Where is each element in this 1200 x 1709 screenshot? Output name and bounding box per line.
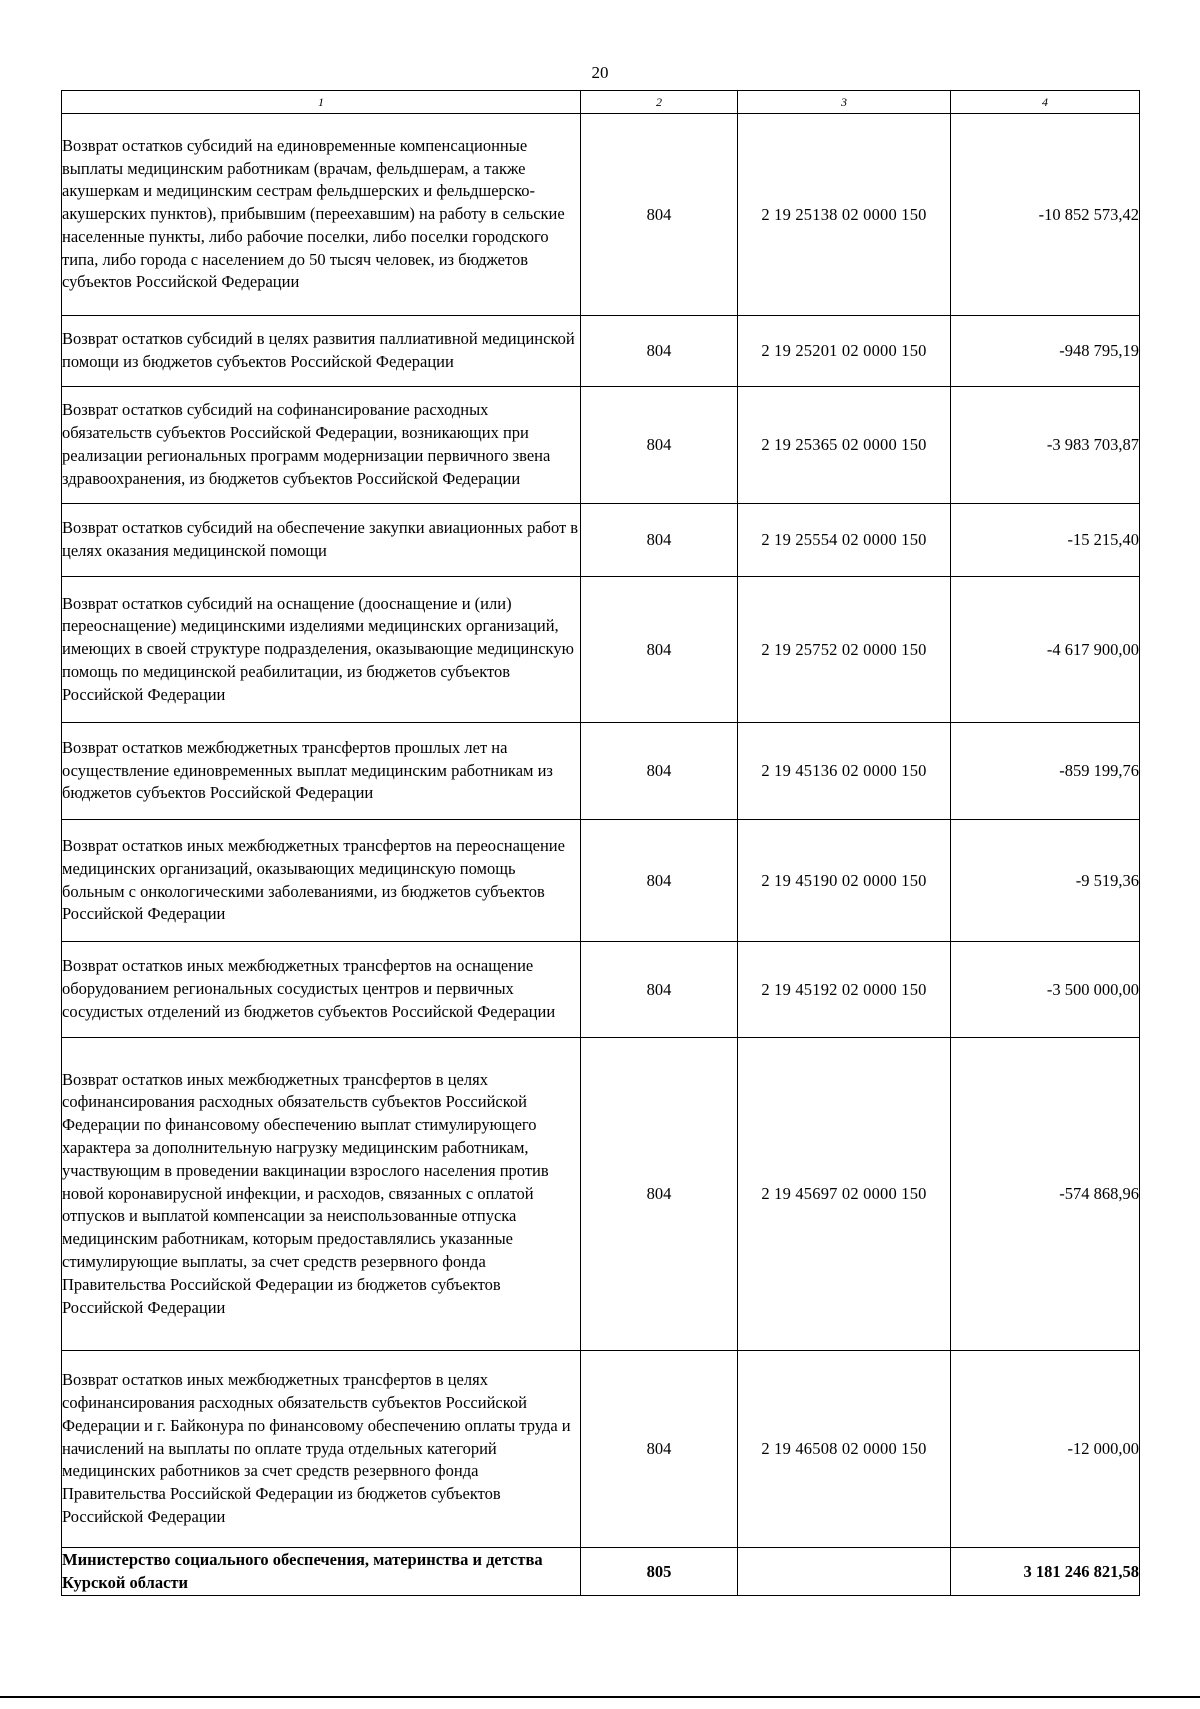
table-row	[62, 577, 1140, 723]
row-budget-code: 2 19 45697 02 0000 150	[738, 1038, 951, 1351]
table-row	[62, 942, 1140, 1038]
row-name: Возврат остатков иных межбюджетных трансфертов на оснащение оборудованием региональных сосудистых центров и первичных сосудистых отделений из бюджетов субъектов Российской Федерации	[62, 942, 581, 1038]
row-name: Министерство социального обеспечения, материнства и детства Курской области	[62, 1548, 581, 1596]
header-cell-1: 1	[62, 91, 581, 114]
row-agency-code: 804	[581, 504, 738, 577]
table-row	[62, 504, 1140, 577]
row-agency-code: 804	[581, 723, 738, 820]
row-budget-code: 2 19 25138 02 0000 150	[738, 114, 951, 316]
bottom-edge-rule	[0, 1696, 1200, 1698]
table-row	[62, 114, 1140, 316]
table-header-row	[62, 91, 1140, 114]
row-agency-code: 804	[581, 1038, 738, 1351]
row-amount: -4 617 900,00	[951, 577, 1140, 723]
row-name: Возврат остатков субсидий на софинансирование расходных обязательств субъектов Российской Федерации, возникающих при реализации региональных программ модернизации первичного звена здравоохранения, из бюджетов субъектов Российской Федерации	[62, 387, 581, 504]
row-budget-code: 2 19 45192 02 0000 150	[738, 942, 951, 1038]
row-amount: -948 795,19	[951, 316, 1140, 387]
row-budget-code: 2 19 25554 02 0000 150	[738, 504, 951, 577]
row-agency-code: 804	[581, 577, 738, 723]
header-cell-2: 2	[581, 91, 738, 114]
table-row-ministry-total	[62, 1548, 1140, 1596]
row-budget-code: 2 19 45136 02 0000 150	[738, 723, 951, 820]
header-cell-4: 4	[951, 91, 1140, 114]
page-number: 20	[591, 63, 609, 82]
row-name: Возврат остатков межбюджетных трансфертов прошлых лет на осуществление единовременных выплат медицинским работникам из бюджетов субъектов Российской Федерации	[62, 723, 581, 820]
row-amount: -15 215,40	[951, 504, 1140, 577]
row-budget-code: 2 19 46508 02 0000 150	[738, 1351, 951, 1548]
row-name: Возврат остатков субсидий на оснащение (дооснащение и (или) переоснащение) медицинскими изделиями медицинских организаций, имеющих в своей структуре подразделения, оказывающие медицинскую помощь по медицинской реабилитации, из бюджетов субъектов Российской Федерации	[62, 577, 581, 723]
table-row	[62, 387, 1140, 504]
row-budget-code: 2 19 25752 02 0000 150	[738, 577, 951, 723]
row-budget-code: 2 19 25201 02 0000 150	[738, 316, 951, 387]
row-agency-code: 804	[581, 114, 738, 316]
row-name: Возврат остатков иных межбюджетных трансфертов на переоснащение медицинских организаций, оказывающих медицинскую помощь больным с онкологическими заболеваниями, из бюджетов субъектов Российской Федерации	[62, 820, 581, 942]
row-amount: -3 983 703,87	[951, 387, 1140, 504]
header-cell-3: 3	[738, 91, 951, 114]
row-amount: -574 868,96	[951, 1038, 1140, 1351]
row-amount: -859 199,76	[951, 723, 1140, 820]
table-row	[62, 316, 1140, 387]
row-agency-code: 804	[581, 1351, 738, 1548]
table-row	[62, 1038, 1140, 1351]
row-amount: -10 852 573,42	[951, 114, 1140, 316]
budget-table	[61, 90, 1140, 1596]
row-budget-code: 2 19 25365 02 0000 150	[738, 387, 951, 504]
row-budget-code: 2 19 45190 02 0000 150	[738, 820, 951, 942]
row-name: Возврат остатков иных межбюджетных трансфертов в целях софинансирования расходных обязательств субъектов Российской Федерации и г. Байконура по финансовому обеспечению оплаты труда и начислений на выплаты по оплате труда отдельных категорий медицинских работников за счет средств резервного фонда Правительства Российской Федерации из бюджетов субъектов Российской Федерации	[62, 1351, 581, 1548]
table-row	[62, 723, 1140, 820]
row-agency-code: 804	[581, 387, 738, 504]
table-row	[62, 820, 1140, 942]
row-budget-code	[738, 1548, 951, 1596]
row-agency-code: 805	[581, 1548, 738, 1596]
row-amount: -3 500 000,00	[951, 942, 1140, 1038]
row-amount: -9 519,36	[951, 820, 1140, 942]
table-row	[62, 1351, 1140, 1548]
row-name: Возврат остатков субсидий на обеспечение закупки авиационных работ в целях оказания медицинской помощи	[62, 504, 581, 577]
row-agency-code: 804	[581, 942, 738, 1038]
row-agency-code: 804	[581, 820, 738, 942]
row-amount: 3 181 246 821,58	[951, 1548, 1140, 1596]
row-name: Возврат остатков субсидий в целях развития паллиативной медицинской помощи из бюджетов субъектов Российской Федерации	[62, 316, 581, 387]
row-name: Возврат остатков иных межбюджетных трансфертов в целях софинансирования расходных обязательств субъектов Российской Федерации по финансовому обеспечению выплат стимулирующего характера за дополнительную нагрузку медицинским работникам, участвующим в проведении вакцинации взрослого населения против новой коронавирусной инфекции, и расходов, связанных с оплатой отпусков и выплатой компенсации за неиспользованные отпуска медицинским работникам, которым предоставлялись указанные стимулирующие выплаты, за счет средств резервного фонда Правительства Российской Федерации из бюджетов субъектов Российской Федерации	[62, 1038, 581, 1351]
row-agency-code: 804	[581, 316, 738, 387]
row-name: Возврат остатков субсидий на единовременные компенсационные выплаты медицинским работникам (врачам, фельдшерам, а также акушеркам и медицинским сестрам фельдшерских и фельдшерско-акушерских пунктов), прибывшим (переехавшим) на работу в сельские населенные пункты, либо рабочие поселки, либо поселки городского типа, либо города с населением до 50 тысяч человек, из бюджетов субъектов Российской Федерации	[62, 114, 581, 316]
row-amount: -12 000,00	[951, 1351, 1140, 1548]
